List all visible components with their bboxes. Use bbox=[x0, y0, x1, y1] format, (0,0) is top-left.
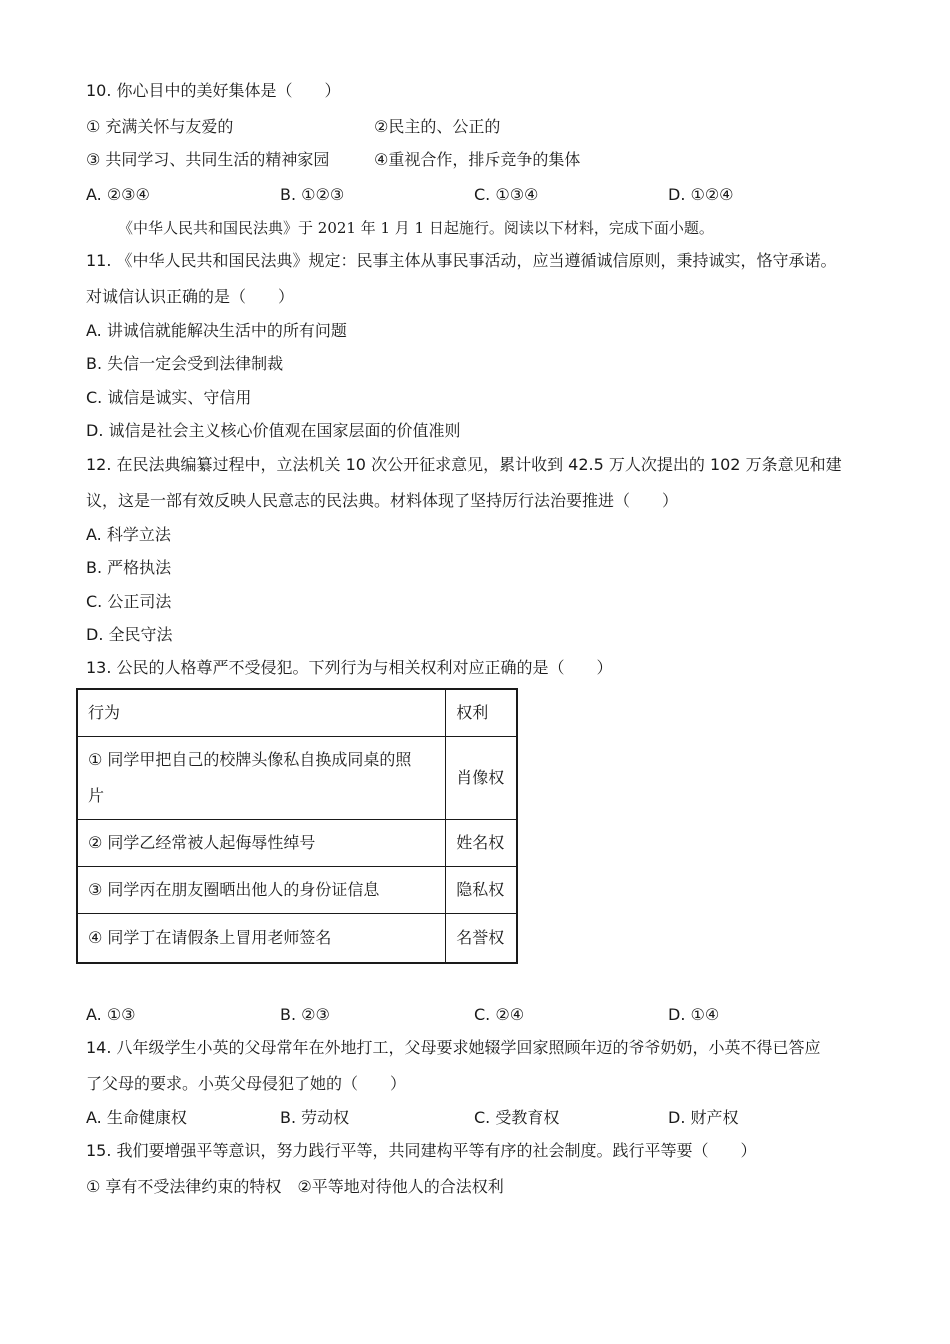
q14-option-d: D. 财产权 bbox=[668, 1108, 739, 1127]
q12-option-d: D. 全民守法 bbox=[86, 625, 173, 644]
q11-stem-line2: 对诚信认识正确的是（ ） bbox=[86, 287, 295, 306]
q10-item-4: ④重视合作，排斥竞争的集体 bbox=[374, 150, 581, 169]
table-cell-behavior-line1: ① 同学甲把自己的校牌头像私自换成同桌的照 bbox=[88, 750, 412, 769]
table-cell-behavior bbox=[77, 737, 446, 820]
table-header-row bbox=[77, 689, 517, 737]
q10-item-2: ②民主的、公正的 bbox=[374, 117, 501, 136]
q11-stem-line1: 11. 《中华人民共和国民法典》规定：民事主体从事民事活动，应当遵循诚信原则，秉持诚实，恪守承诺。 bbox=[86, 251, 837, 270]
q15-stem: 15. 我们要增强平等意识，努力践行平等，共同建构平等有序的社会制度。践行平等要（ ） bbox=[86, 1141, 757, 1160]
table-header-right: 权利 bbox=[446, 689, 517, 737]
q13-option-b: B. ②③ bbox=[280, 1005, 330, 1024]
rights-table bbox=[76, 688, 518, 964]
table-row bbox=[77, 867, 517, 914]
table-header-behavior: 行为 bbox=[77, 689, 446, 737]
q10-option-b: B. ①②③ bbox=[280, 185, 345, 204]
material-intro: 《中华人民共和国民法典》于 2021 年 1 月 1 日起施行。阅读以下材料，完成下面小题。 bbox=[118, 219, 714, 237]
q14-stem-line2: 了父母的要求。小英父母侵犯了她的（ ） bbox=[86, 1074, 407, 1093]
q13-stem: 13. 公民的人格尊严不受侵犯。下列行为与相关权利对应正确的是（ ） bbox=[86, 658, 613, 677]
q14-stem-line1: 14. 八年级学生小英的父母常年在外地打工，父母要求她辍学回家照顾年迈的爷爷奶奶，小英不得已答应 bbox=[86, 1038, 821, 1057]
q13-option-a: A. ①③ bbox=[86, 1005, 136, 1024]
table-cell-behavior: ④ 同学丁在请假条上冒用老师签名 bbox=[77, 914, 446, 964]
table-cell-right: 隐私权 bbox=[446, 867, 517, 914]
table-row bbox=[77, 820, 517, 867]
q13-option-d: D. ①④ bbox=[668, 1005, 720, 1024]
q11-option-d: D. 诚信是社会主义核心价值观在国家层面的价值准则 bbox=[86, 421, 461, 440]
q12-stem-line2: 议，这是一部有效反映人民意志的民法典。材料体现了坚持厉行法治要推进（ ） bbox=[86, 491, 679, 510]
q12-option-a: A. 科学立法 bbox=[86, 525, 171, 544]
table-row bbox=[77, 914, 517, 964]
table-cell-right: 姓名权 bbox=[446, 820, 517, 867]
q13-option-c: C. ②④ bbox=[474, 1005, 525, 1024]
q11-option-a: A. 讲诚信就能解决生活中的所有问题 bbox=[86, 321, 347, 340]
q14-option-b: B. 劳动权 bbox=[280, 1108, 350, 1127]
q12-option-b: B. 严格执法 bbox=[86, 558, 172, 577]
q11-option-b: B. 失信一定会受到法律制裁 bbox=[86, 354, 284, 373]
table-cell-behavior-line2: 片 bbox=[88, 786, 105, 805]
q11-option-c: C. 诚信是诚实、守信用 bbox=[86, 388, 252, 407]
q10-option-d: D. ①②④ bbox=[668, 185, 734, 204]
table-cell-right: 名誉权 bbox=[446, 914, 517, 964]
q10-option-c: C. ①③④ bbox=[474, 185, 539, 204]
q10-option-a: A. ②③④ bbox=[86, 185, 150, 204]
q12-stem-line1: 12. 在民法典编纂过程中，立法机关 10 次公开征求意见，累计收到 42.5 万人次提出的 102 万条意见和建 bbox=[86, 455, 842, 474]
table-cell-behavior: ③ 同学丙在朋友圈晒出他人的身份证信息 bbox=[77, 867, 446, 914]
q14-option-a: A. 生命健康权 bbox=[86, 1108, 187, 1127]
q14-option-c: C. 受教育权 bbox=[474, 1108, 560, 1127]
table-cell-right: 肖像权 bbox=[446, 737, 517, 820]
q10-stem: 10. 你心目中的美好集体是（ ） bbox=[86, 81, 341, 100]
table-row bbox=[77, 737, 517, 820]
q10-item-1: ① 充满关怀与友爱的 bbox=[86, 117, 234, 136]
table-cell-behavior: ② 同学乙经常被人起侮辱性绰号 bbox=[77, 820, 446, 867]
q12-option-c: C. 公正司法 bbox=[86, 592, 172, 611]
q10-item-3: ③ 共同学习、共同生活的精神家园 bbox=[86, 150, 330, 169]
q15-items: ① 享有不受法律约束的特权 ②平等地对待他人的合法权利 bbox=[86, 1177, 504, 1196]
